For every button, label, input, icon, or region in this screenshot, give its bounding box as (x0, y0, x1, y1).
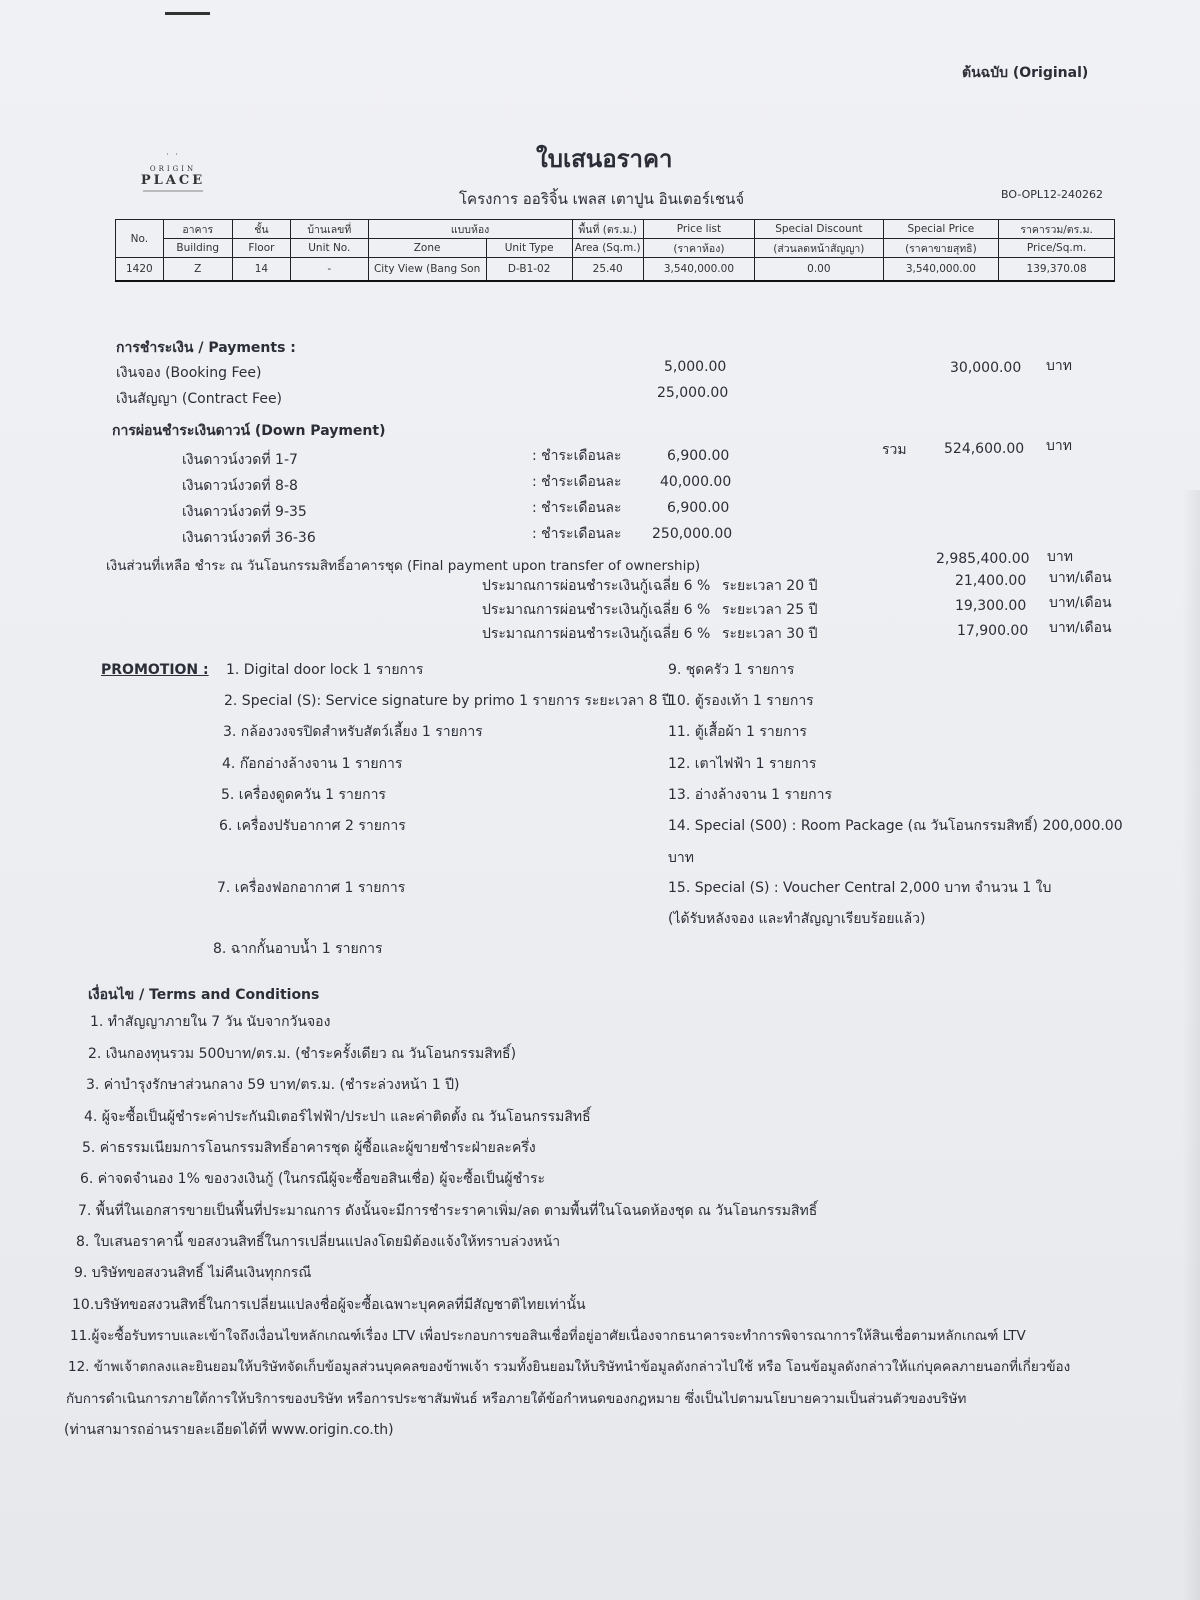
loan-term: ระยะเวลา 20 ปี (722, 578, 818, 594)
origin-place-logo: · · ORIGIN PLACE (138, 150, 208, 210)
col-unit-type: Unit Type (486, 239, 572, 258)
promotion-item: 4. ก๊อกอ่างล้างจาน 1 รายการ (222, 756, 403, 772)
col-area-en: Area (Sq.m.) (572, 239, 643, 258)
term-item-link: (ท่านสามารถอ่านรายละเอียดได้ที่ www.origin.co.th) (64, 1422, 394, 1438)
term-item-cont: กับการดำเนินการภายใต้การให้บริการของบริษัท หรือการประชาสัมพันธ์ หรือภายใต้ข้อกำหนดของกฎหมาย ซึ่งเป็นไปตามนโยบายความเป็นส่วนตัวของบริษัท (66, 1391, 967, 1407)
promotion-heading: PROMOTION : (101, 662, 209, 678)
promotion-item: 9. ชุดครัว 1 รายการ (668, 662, 795, 678)
final-payment-baht: บาท (1047, 549, 1073, 565)
down-total-value: 524,600.00 (944, 441, 1025, 457)
promotion-item: 14. Special (S00) : Room Package (ณ วันโอนกรรมสิทธิ์) 200,000.00 (668, 818, 1123, 834)
final-payment-label: เงินส่วนที่เหลือ ชำระ ณ วันโอนกรรมสิทธิ์อาคารชุด (Final payment upon transfer of ownership) (106, 558, 701, 574)
loan-estimate-label: ประมาณการผ่อนชำระเงินกู้เฉลี่ย 6 % (482, 578, 711, 594)
col-building-en: Building (163, 239, 232, 258)
unit-price-table (115, 219, 1115, 282)
cell-area: 25.40 (572, 258, 643, 282)
down-item-label: เงินดาวน์งวดที่ 8-8 (182, 478, 298, 494)
contract-fee-label: เงินสัญญา (Contract Fee) (116, 391, 283, 407)
col-discount-th: (ส่วนลดหน้าสัญญา) (755, 239, 883, 258)
promotion-item-cont: (ได้รับหลังจอง และทำสัญญาเรียบร้อยแล้ว) (668, 911, 926, 927)
document-number: BO-OPL12-240262 (1001, 188, 1103, 201)
col-zone: Zone (368, 239, 486, 258)
down-total-label: รวม (882, 442, 907, 458)
booking-fee-label: เงินจอง (Booking Fee) (116, 365, 262, 381)
term-item: 10.บริษัทขอสงวนสิทธิ์ในการเปลี่ยนแปลงชื่อผู้จะซื้อเฉพาะบุคคลที่มีสัญชาติไทยเท่านั้น (72, 1297, 586, 1313)
loan-monthly-value: 21,400.00 (955, 573, 1027, 589)
term-item: 5. ค่าธรรมเนียมการโอนกรรมสิทธิ์อาคารชุด ผู้ซื้อและผู้ขายชำระฝ่ายละครึ่ง (82, 1140, 536, 1156)
per-month-label: : ชำระเดือนละ (532, 526, 622, 542)
per-month-label: : ชำระเดือนละ (532, 500, 622, 516)
col-type-th: แบบห้อง (368, 220, 572, 239)
cell-building: Z (163, 258, 232, 282)
term-item: 2. เงินกองทุนรวม 500บาท/ตร.ม. (ชำระครั้งเดียว ณ วันโอนกรรมสิทธิ์) (88, 1046, 517, 1062)
project-name: โครงการ ออริจิ้น เพลส เตาปูน อินเตอร์เชนจ์ (459, 190, 745, 208)
top-pen-mark (165, 12, 210, 15)
payments-sum-value: 30,000.00 (950, 360, 1022, 376)
col-no: No. (116, 220, 164, 258)
term-item: 9. บริษัทขอสงวนสิทธิ์ ไม่คืนเงินทุกกรณี (74, 1265, 312, 1281)
final-payment-value: 2,985,400.00 (936, 551, 1030, 567)
promotion-item: 13. อ่างล้างจาน 1 รายการ (668, 787, 832, 803)
promotion-item: 12. เตาไฟฟ้า 1 รายการ (668, 756, 817, 772)
down-total-baht: บาท (1046, 438, 1072, 454)
promotion-item: 15. Special (S) : Voucher Central 2,000 บาท จำนวน 1 ใบ (668, 880, 1052, 896)
cell-discount: 0.00 (755, 258, 883, 282)
term-item: 4. ผู้จะซื้อเป็นผู้ชำระค่าประกันมิเตอร์ไฟฟ้า/ประปา และค่าติดตั้ง ณ วันโอนกรรมสิทธิ์ (84, 1109, 591, 1125)
cell-special-price: 3,540,000.00 (883, 258, 999, 282)
term-item: 7. พื้นที่ในเอกสารขายเป็นพื้นที่ประมาณการ ดังนั้นจะมีการชำระราคาเพิ่ม/ลด ตามพื้นที่ในโฉนดห้องชุด ณ วันโอนกรรมสิทธิ์ (78, 1203, 818, 1219)
down-item-value: 6,900.00 (667, 448, 730, 464)
down-item-value: 40,000.00 (660, 474, 732, 490)
booking-fee-value: 5,000.00 (664, 359, 727, 375)
loan-estimate-label: ประมาณการผ่อนชำระเงินกู้เฉลี่ย 6 % (482, 626, 711, 642)
cell-floor: 14 (232, 258, 290, 282)
promotion-item: 11. ตู้เสื้อผ้า 1 รายการ (668, 724, 807, 740)
down-item-label: เงินดาวน์งวดที่ 36-36 (182, 530, 316, 546)
col-discount-en: Special Discount (755, 220, 883, 239)
col-floor-th: ชั้น (232, 220, 290, 239)
col-special-price-en: Special Price (883, 220, 999, 239)
down-item-label: เงินดาวน์งวดที่ 1-7 (182, 452, 298, 468)
per-month-label: : ชำระเดือนละ (532, 448, 622, 464)
loan-unit: บาท/เดือน (1049, 595, 1112, 611)
down-payment-heading: การผ่อนชำระเงินดาวน์ (Down Payment) (112, 423, 386, 439)
contract-fee-value: 25,000.00 (657, 385, 729, 401)
cell-unit: - (291, 258, 368, 282)
loan-monthly-value: 17,900.00 (957, 623, 1029, 639)
col-area-th: พื้นที่ (ตร.ม.) (572, 220, 643, 239)
cell-no: 1420 (116, 258, 164, 282)
table-row (116, 258, 1115, 282)
col-price-th: (ราคาห้อง) (643, 239, 754, 258)
cell-price: 3,540,000.00 (643, 258, 754, 282)
term-item: 6. ค่าจดจำนอง 1% ของวงเงินกู้ (ในกรณีผู้จะซื้อขอสินเชื่อ) ผู้จะซื้อเป็นผู้ชำระ (80, 1171, 546, 1187)
promotion-item: 2. Special (S): Service signature by primo 1 รายการ ระยะเวลา 8 ปี (224, 693, 671, 709)
col-floor-en: Floor (232, 239, 290, 258)
promotion-item: 10. ตู้รองเท้า 1 รายการ (668, 693, 814, 709)
col-price-sqm-th: ราคารวม/ตร.ม. (999, 220, 1115, 239)
promotion-item: 1. Digital door lock 1 รายการ (226, 662, 424, 678)
original-label: ต้นฉบับ (Original) (962, 65, 1089, 81)
loan-term: ระยะเวลา 25 ปี (722, 602, 818, 618)
term-item: 8. ใบเสนอราคานี้ ขอสงวนสิทธิ์ในการเปลี่ยนแปลงโดยมิต้องแจ้งให้ทราบล่วงหน้า (76, 1234, 561, 1250)
down-item-value: 6,900.00 (667, 500, 730, 516)
terms-heading: เงื่อนไข / Terms and Conditions (88, 987, 320, 1003)
payments-baht: บาท (1046, 358, 1072, 374)
term-item: 12. ข้าพเจ้าตกลงและยินยอมให้บริษัทจัดเก็บข้อมูลส่วนบุคคลของข้าพเจ้า รวมทั้งยินยอมให้บริษัทนำข้อมูลดังกล่าวไปใช้ หรือ โอนข้อมูลดังกล่าวให้แก่บุคคลภายนอกที่เกี่ยวข้อง (68, 1359, 1071, 1375)
document-title: ใบเสนอราคา (536, 145, 673, 173)
promotion-item-cont: บาท (668, 850, 694, 866)
per-month-label: : ชำระเดือนละ (532, 474, 622, 490)
promotion-item: 3. กล้องวงจรปิดสำหรับสัตว์เลี้ยง 1 รายการ (223, 724, 483, 740)
col-price-sqm-en: Price/Sq.m. (999, 239, 1115, 258)
down-item-label: เงินดาวน์งวดที่ 9-35 (182, 504, 307, 520)
loan-estimate-label: ประมาณการผ่อนชำระเงินกู้เฉลี่ย 6 % (482, 602, 711, 618)
loan-unit: บาท/เดือน (1049, 570, 1112, 586)
cell-zone: City View (Bang Son (368, 258, 486, 282)
term-item: 3. ค่าบำรุงรักษาส่วนกลาง 59 บาท/ตร.ม. (ชำระล่วงหน้า 1 ปี) (86, 1077, 460, 1093)
down-item-value: 250,000.00 (652, 526, 733, 542)
col-unit-th: บ้านเลขที่ (291, 220, 368, 239)
promotion-item: 6. เครื่องปรับอากาศ 2 รายการ (219, 818, 406, 834)
promotion-item: 8. ฉากกั้นอาบน้ำ 1 รายการ (213, 941, 383, 957)
term-item: 11.ผู้จะซื้อรับทราบและเข้าใจถึงเงื่อนไขหลักเกณฑ์เรื่อง LTV เพื่อประกอบการขอสินเชื่อที่อยู่อาศัยเนื่องจากธนาคารจะทำการพิจารณาการให้สินเชื่อตามหลักเกณฑ์ LTV (70, 1328, 1026, 1344)
col-unit-en: Unit No. (291, 239, 368, 258)
promotion-item: 7. เครื่องฟอกอากาศ 1 รายการ (217, 880, 406, 896)
cell-unit-type: D-B1-02 (486, 258, 572, 282)
loan-term: ระยะเวลา 30 ปี (722, 626, 818, 642)
promotion-item: 5. เครื่องดูดควัน 1 รายการ (221, 787, 386, 803)
cell-price-sqm: 139,370.08 (999, 258, 1115, 282)
col-special-price-th: (ราคาขายสุทธิ) (883, 239, 999, 258)
term-item: 1. ทำสัญญาภายใน 7 วัน นับจากวันจอง (90, 1014, 331, 1030)
loan-unit: บาท/เดือน (1049, 620, 1112, 636)
loan-monthly-value: 19,300.00 (955, 598, 1027, 614)
payments-heading: การชำระเงิน / Payments : (116, 340, 296, 356)
col-price-en: Price list (643, 220, 754, 239)
col-building-th: อาคาร (163, 220, 232, 239)
page-edge-shadow (1182, 490, 1200, 1600)
